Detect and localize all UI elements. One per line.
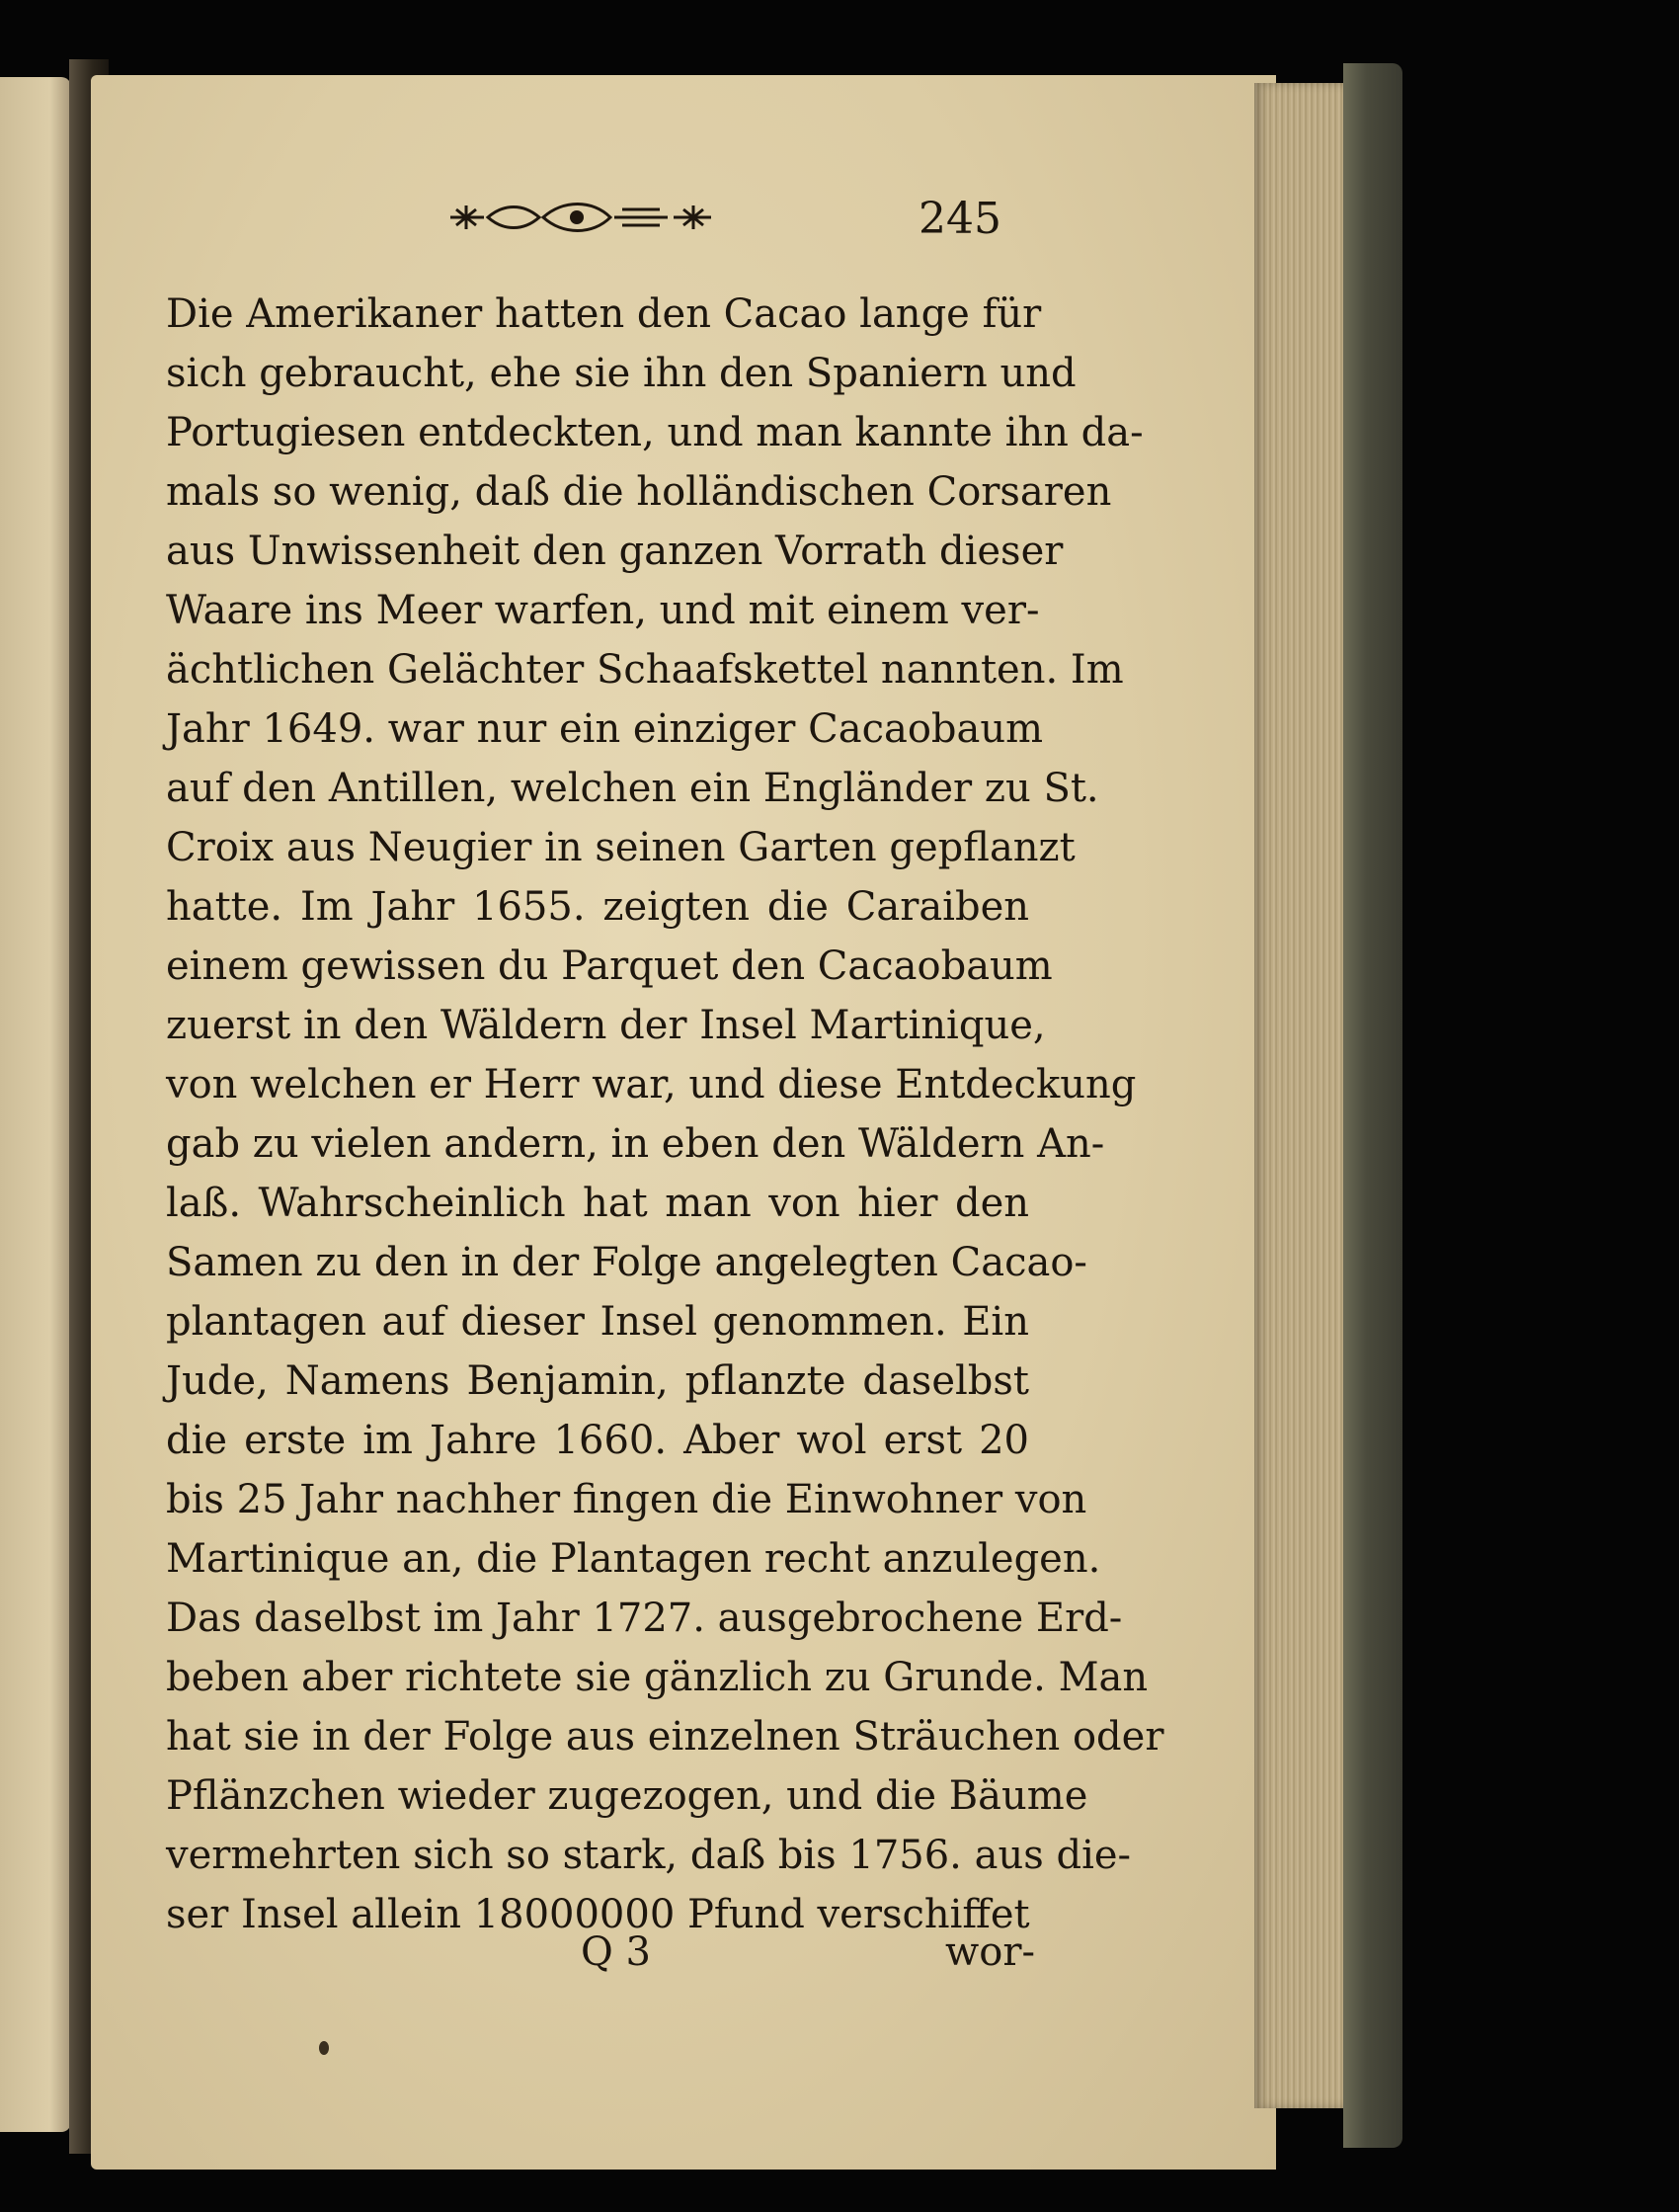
text-line: aus Unwissenheit den ganzen Vorrath dieser (166, 529, 1064, 574)
text-line: ächtlichen Gelächter Schaafskettel nannten. Im (166, 647, 1124, 693)
text-line: hatte. Im Jahr 1655. zeigten die Caraiben (166, 884, 1029, 930)
text-line: beben aber richtete sie gänzlich zu Grunde. Man (166, 1655, 1149, 1700)
page-footer (166, 1925, 1035, 1980)
text-line: Jude, Namens Benjamin, pflanzte daselbst (166, 1358, 1029, 1404)
ornament-headpiece (444, 196, 721, 239)
text-line: sich gebraucht, ehe sie ihn den Spaniern und (166, 351, 1077, 396)
text-line: auf den Antillen, welchen ein Engländer zu St. (166, 766, 1099, 811)
text-line: Waare ins Meer warfen, und mit einem ver- (166, 588, 1040, 633)
book-cover-edge (1343, 63, 1402, 2148)
text-line: von welchen er Herr war, und diese Entdeckung (166, 1062, 1137, 1107)
text-line: hat sie in der Folge aus einzelnen Sträuchen oder (166, 1714, 1164, 1760)
text-line: plantagen auf dieser Insel genommen. Ein (166, 1299, 1029, 1345)
catchword: wor- (945, 1929, 1035, 1975)
text-line: mals so wenig, daß die holländischen Corsaren (166, 469, 1112, 515)
text-line: Portugiesen entdeckten, und man kannte ihn da- (166, 410, 1144, 455)
left-page-edge (0, 77, 71, 2132)
text-line: einem gewissen du Parquet den Cacaobaum (166, 943, 1053, 989)
text-line: zuerst in den Wäldern der Insel Martinique, (166, 1003, 1046, 1048)
ink-smudge (319, 2041, 329, 2055)
text-line: Martinique an, die Plantagen recht anzulegen. (166, 1536, 1101, 1582)
page-number: 245 (919, 194, 1001, 244)
text-line: ser Insel allein 18000000 Pfund verschiffet (166, 1892, 1030, 1937)
text-line: Das daselbst im Jahr 1727. ausgebrochene Erd- (166, 1596, 1123, 1641)
signature-mark: Q 3 (581, 1929, 651, 1975)
text-line: Jahr 1649. war nur ein einziger Cacaobaum (166, 706, 1044, 752)
text-line: Samen zu den in der Folge angelegten Cacao- (166, 1240, 1087, 1285)
text-line: vermehrten sich so stark, daß bis 1756. aus die- (166, 1833, 1132, 1878)
text-line: Croix aus Neugier in seinen Garten gepflanzt (166, 825, 1076, 870)
text-line: Pflänzchen wieder zugezogen, und die Bäume (166, 1773, 1088, 1819)
text-line: die erste im Jahre 1660. Aber wol erst 20 (166, 1418, 1029, 1463)
text-line: bis 25 Jahr nachher fingen die Einwohner von (166, 1477, 1087, 1522)
text-line: Die Amerikaner hatten den Cacao lange für (166, 291, 1042, 337)
text-line: gab zu vielen andern, in eben den Wäldern An- (166, 1121, 1105, 1167)
body-text (166, 285, 1164, 1944)
text-line: laß. Wahrscheinlich hat man von hier den (166, 1181, 1029, 1226)
